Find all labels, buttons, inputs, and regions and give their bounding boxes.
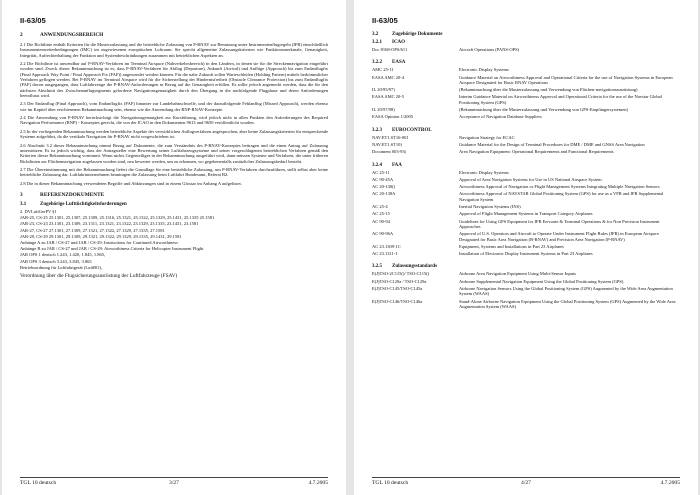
section-title: ANWENDUNGSBEREICH [40,32,104,38]
left-page [2,0,346,495]
reference-title: (Bekanntmachung über die Musterzulassung und Verwendung von Flächen-navigationsausrüstung) [459,87,638,93]
reference-title: Equipment, Systems and Installations in Part 23 Airplanes [459,243,564,249]
reference-code: EASA AMC 20-5 [372,94,405,100]
reference-title: Installation of Electronic Display Instrument Systems in Part 23 Airplanes [459,251,593,257]
reference-row [372,135,680,140]
reference-code: AC 23.1309-1C [372,243,401,249]
subsection-number: 3.1 [20,201,27,207]
footer-date: 4.7.2005 [308,480,329,486]
reference-title: Airworthiness Approval of NAVSTAR Global Positioning System (GPS) for use as a VFR and IFR Supplemental Navigation System [459,191,664,202]
group-title: ICAO [392,40,406,45]
right-page [354,0,698,495]
page-footer [20,477,328,486]
section-number: 2 [20,32,23,38]
page-footer [372,477,680,486]
reference-code: AC 23.1311-1 [372,251,398,257]
reference-code: IL 20/95/97) [372,87,395,93]
reference-row [372,251,680,256]
footer-doc: TGL 10 deutsch [20,480,57,486]
paragraph-2-3: 2.3 Der Endanflug (Final Approach), vom Endanflugfix (FAF) hinunter zur Landebahnschwelle, und der darauffolgende Fehlanflug (Missed Approach), werden ebenso wie im Kapitel über erschienenen Bekanntmachung sein, ebenso wie die Anwendung der RNP-RNAV-Konzepte. [20,101,328,112]
reference-row [372,94,680,105]
reference-title: Aircraft Operations (PANS-OPS) [459,47,520,52]
footer-page-number: 4/27 [521,480,531,486]
reference-title: Guidance Material for the Design of Terminal Procedures for DME / DME and GNSS Area Navigation [459,141,645,147]
reference-row [372,149,680,154]
reference-title: (Bekanntmachung über die Musterzulassung und Verwendung von GPS-Empfängersystemen) [459,107,629,113]
group-title: Zulassungsstandards [392,264,438,270]
group-heading-zul [372,264,680,269]
reference-title: Approval of Flight Management Systems in Transport Category Airplanes [459,211,593,217]
section-title: REFERENZDOKUMENTE [40,191,105,198]
reference-line: Anhänge B zu JAR / CS-27 und JAR / CS-29: Airworthiness Criteria for Helicopter Instrument Flight [20,246,204,252]
reference-row [372,177,680,182]
reference-line: JAR OPS 1 deutsch 1.243, 1.420, 1.845, 1.865, [20,252,106,258]
reference-row [372,219,680,230]
paragraph-2-7: 2.7 Die Übereinstimmung mit der Bekanntmachung liefert die Grundlage für eine betriebliche Zulassung, um P-RNAV-Verfahren durchzuführen, stellt selbst aber keine betriebliche Zulassung dar. Luftfahrtunternehmen beantragen die Zulassung beim Luftfahrt Bundesamt, Referat B2. [20,166,328,178]
footer-date: 4.7.2005 [660,480,681,486]
reference-title: Airborne Navigation Sensors Using the Global Positioning System (GPS) Augmented by the Wide Area Augmentation System (WAAS) [459,286,673,297]
reference-code: EASA Opinion 1/2005 [372,114,414,120]
paragraph-2-4: 2.4 Die Anwendung von P-RNAV berücksichtigt die Navigationsgenauigkeit zur Kursführung, wird jedoch nicht in allen Punkten den Anforderungen des Required Navigation Performance (RNP) - Konzeptes gerecht, die von der ICAO in den Dokumenten 9613 und 9650 veröffentlicht wurden. [20,115,328,126]
reference-code: AC 20-130() [372,184,396,190]
reference-title: Approval of U.S. Operators and Aircraft to Operate Under Instrument Flight Rules (IFR) in European Airspace Designated for Basic Area Navigation (B-RNAV) and Precision Area Navigation (P-RNAV) [459,231,659,242]
reference-code: AC 25-4 [372,204,388,210]
reference-row [372,204,680,209]
reference-title: Airborne Supplemental Navigation Equipment Using the Global Positioning System (GPS) [459,278,624,284]
group-heading-eurocontrol [372,128,680,133]
reference-title: Navigation Strategy for ECAC [459,134,515,140]
group-number: 3.2.2 [372,60,382,66]
reference-row [372,286,680,297]
reference-title: Electronic Display Systems [459,169,509,175]
footer-doc: TGL 10 deutsch [372,480,409,486]
group-title: FAA [392,162,402,168]
reference-row [372,47,680,52]
paragraph-2-8: 2.8 Die in dieser Bekanntmachung verwendeten Begriffe und Abkürzungen sind in einem Glossar im Anhang A aufgelistet. [20,180,242,186]
group-heading-icao [372,40,680,45]
reference-row [372,67,680,72]
section-number: 3 [20,191,23,198]
reference-title: Area Navigation Equipment: Operational Requirements and Functional Requirements [459,149,614,155]
group-heading-easa [372,60,680,65]
group-title: EUROCONTROL [392,127,432,133]
reference-title: Approval of Area Navigation Systems for Use in US National Airspace System [459,176,602,182]
reference-code: E(J)TSO-2C115()/ TSO-C115() [372,271,430,277]
reference-code: NAV.ET1.ST16-001 [372,134,409,140]
reference-code: E(J)TSO-C145/TSO-C145a [372,286,423,292]
paragraph-2-5: 2.5 In der vorliegenden Bekanntmachung werden betriebliche Aspekte der verwirklichen Anflugverfahren angesprochen, aber keine Zulassungskriterien für entsprechende Systeme aufgeführt, da die vertikale Navigation für P-RNAV nicht vorgeschrieben ist. [20,128,328,140]
reference-code: Document 003-93( [372,149,407,155]
reference-line: JAR-29, CS-29 29.1301, 29.1309, 29.1321, 29.1322, 29.1329, 29.1335, 29.1431, 29.1581 [20,233,182,239]
reference-row [372,142,680,147]
reference-line: Betriebsordnung für Luftfahrtgerät (LuftBO), [20,264,102,270]
subsection-title: Zugehörige Lufttüchtigkeitsforderungen [40,201,127,207]
reference-code: IL 20/97/98) [372,107,395,113]
reference-groups [372,40,680,314]
reference-row [372,75,680,86]
reference-title: Guidelines for Using GPS Equipment for IFR En-route & Terminal Operations & for Non Precision Instrument Approaches [459,218,660,229]
reference-code: AC 90-45A [372,176,394,182]
subsection-number: 3.2 [372,32,379,37]
group-heading-faa [372,163,680,168]
subsection-heading [20,202,328,207]
reference-line: JAR-25, CS-25 25.1301, 25.1307, 25.1309, 25.1316, 25.1321, 25.1322, 25.1329, 25.1431, 25.1335 25.1581 [20,215,215,221]
reference-title: Electronic Display Systems [459,67,509,73]
reference-row [372,299,680,310]
reference-row [372,244,680,249]
reference-title: Airborne Area Navigation Equipment Using Multi-Sensor Inputs [459,271,576,277]
reference-title: Stand-Alone Airborne Navigation Equipment Using the Global Positioning System (GPS) Augmented by the Wide Area Augmentation System (WAAS) [459,298,676,309]
paragraph-2-1: 2.1 Die Richtlinie enthält Kriterien für die Musterzulassung und die betriebliche Zulassung von P-RNAV zur Benutzung unter Instrumentenflugregeln (IFR) einschließlich Instrumentenwetterbedingungen (IMC) im zugewiesenen europäischen Luftraum. Sie spricht allgemeine Zulassungskriterien wie Funktionsmerkmale, Genauigkeit, Integrität, Aufrechterhaltung der Funktion und Systembeschränkungen zusammen mit betrieblichen Aspekten an. [20,42,328,58]
reference-title: Inertial Navigation Systems (INS) [459,204,521,210]
reference-code: EASA AMC 20-4 [372,74,405,80]
reference-code: E(J)TSO-C129a / TSO-C129a [372,278,427,284]
group-number: 3.2.1 [372,40,382,45]
reference-row [372,231,680,242]
reference-code: AC 90-96A [372,231,394,237]
group-number: 3.2.3 [372,127,382,133]
paragraph-2-6: 2.6 Abschnitt 3.2 dieser Bekanntmachung nimmt Bezug auf Dokumente, die zum Verständnis des P-RNAV-Konzeptes beitragen und die einen Antrag auf Zulassung unterstützen. Es ist jedoch wichtig, dass der Antragsteller eine Bewertung seiner Luftfahrzeugsysteme und seiner vorgeschlagenen betrieblichen Verfahren gemäß den Kriterien dieser Bekanntmachung vornimmt. Wenn nichts Gegenteiliges in der Bekanntmachung ausgeführt wird, dann müssen Systeme und Verfahren, die unter früheren Richtlinien zur Flächennavigation zugelassen worden sind, neu bewertet werden, um zu erkennen, wo gegebenenfalls zusätzlicher Zulassungsbedarf besteht. [20,142,328,164]
reference-code: AC 25-15 [372,211,390,217]
subsection-heading [372,32,680,37]
subsection-title: Zugehörige Dokumente [392,32,443,37]
reference-code: AMC 25-11 [372,67,394,73]
reference-line: JAR OPS 3 deutsch 3.243, 3.845, 3.865 [20,258,92,264]
paragraph-2-2: 2.2 Die Richtlinie ist anwendbar auf P-RNAV-Verfahren im Terminal Airspace (Nahverkehrsbereich) in den Ländern, in denen sie für die Streckennavigation eingeführt worden sind. Zweck dieser Bekanntmachung ist es, dass P-RNAV-Verfahren für Abflug (Departure), Ankunft (Arrival) und Anflüge (Approach) bis zum Endanflugfix (Final Approach Way Point / Final Approach Fix (FAF)) angewendet werden können. Für die nahe Zukunft sollen Warteschleifen (Holding Pattern) mittels herkömmlicher Verfahren geflogen werden. Bei P-RNAV im Terminal Airspace wird für die Sicherstellung der Hindernisfreiheit (Obstacle Clearance Protection) bis zum Endanflugfix (FAF) davon ausgegangen, dass Luftfahrzeuge die P-RNAV-Anforderungen in Bezug auf die Genauigkeit erfüllen. Es sollte jedoch angemerkt werden, dass die für den nächsten Abschnitt des Zwischenanflugsegments geforderte Navigationsgenauigkeit durch den Übergang in die nachfolgende Flugphase und deren Anforderungen beeinflusst wird. [20,61,328,99]
section-heading [20,192,328,198]
document-id: II-63/05 [372,16,398,25]
reference-title: Interim Guidance Material on Airworthiness Approval and Operational Criteria for the use of the Navstar Global Positioning System (GPS) [459,94,662,105]
reference-line: JAR-23, CS-23 23.1301, 23.1309, 23.1311, 23.1321, 23.1322, 23.1329, 23.1335, 23.1431, 23.1581 [20,221,199,227]
reference-line: JAR-27, CS-27 27.1301, 27.1309, 27.1321, 27.1322, 27.1329, 27.1335, 27.1581 [20,227,165,233]
reference-title: Guidance Material on Airworthiness Approval and Operational Criteria for the use of Navigation Systems in European Airspace Designated for Basic RNAV Operations [459,74,673,85]
reference-row [372,107,680,112]
footer-page-number: 3/27 [169,480,179,486]
group-title: EASA [392,60,406,66]
reference-line: 2. DVLuftGerPV §1 [20,208,57,214]
reference-row [372,271,680,276]
reference-row [372,211,680,216]
reference-line: Anhänge A zu JAR / CS-27 und JAR / CS-29: Instructions for Continued Airworthiness [20,239,178,245]
reference-row [372,87,680,92]
reference-row [372,114,680,119]
reference-title: Airworthiness Approval of Navigation or Flight Management Systems Integrating Multiple Navigation Sensors [459,184,660,190]
reference-code: Doc 8168-OPS/611 [372,47,408,52]
section-heading [20,32,328,38]
document-id: II-63/05 [20,16,46,25]
reference-code: E(J)TSO-C146/TSO-C146a [372,298,423,304]
group-number: 3.2.4 [372,162,382,168]
group-number: 3.2.5 [372,264,382,270]
verordnung-line: Verordnung über die Flugsicherungsausrüstung der Luftfahrzeuge (FSAV) [20,272,178,279]
reference-row [372,184,680,189]
reference-code: AC 20-138A [372,191,396,197]
reference-title: Acceptance of Navigation Database Suppliers [459,114,542,120]
reference-row [372,191,680,202]
reference-row [372,170,680,175]
reference-row [372,279,680,284]
reference-code: AC 90-94 [372,218,390,224]
reference-code: NAV.ET1.ST10) [372,141,402,147]
reference-code: AC 25-11 [372,169,390,175]
